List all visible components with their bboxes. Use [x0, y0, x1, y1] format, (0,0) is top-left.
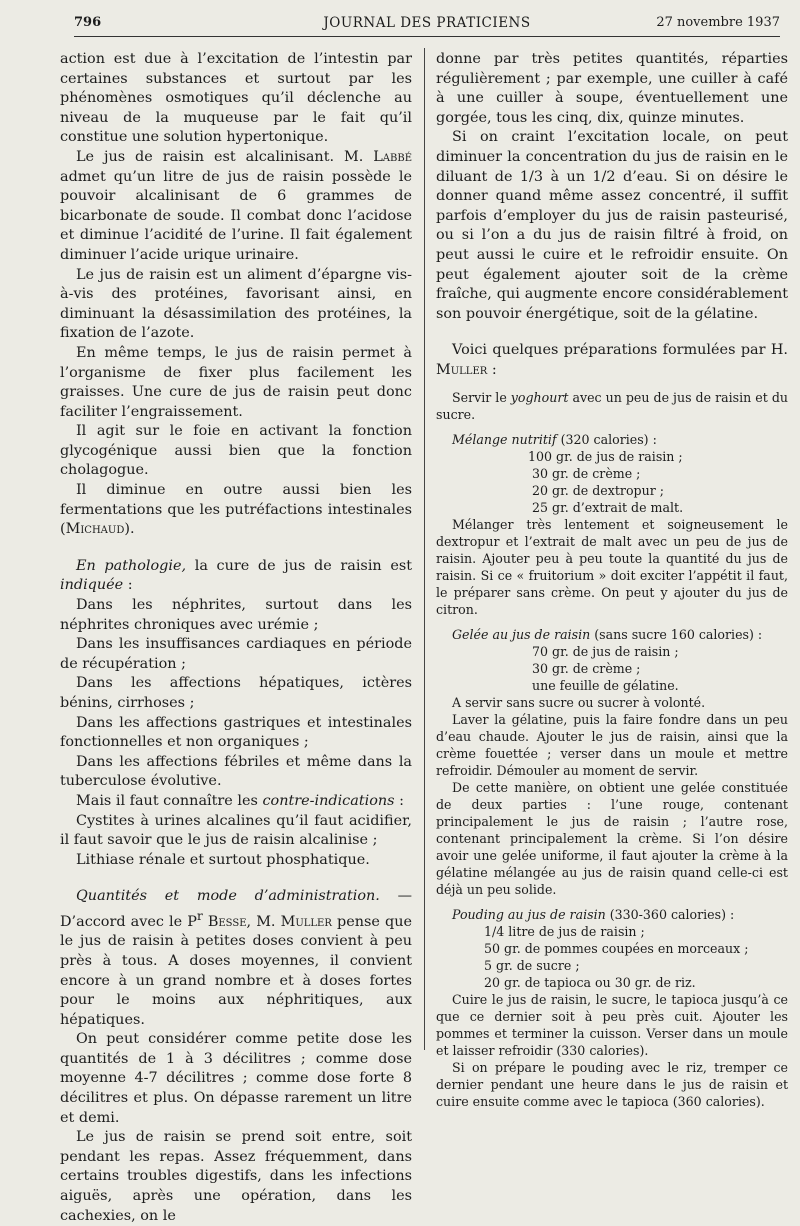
- recipe-instructions: Si on prépare le pouding avec le riz, tremper ce dernier pendant une heure dans le jus de raisin et cuire ensuite comme avec le tapioca (360 calories).: [436, 1059, 788, 1109]
- list-item: Cystites à urines alcalines qu’il faut acidifier, il faut savoir que le jus de raisin alcalinise ;: [60, 812, 412, 849]
- pathology-heading: En pathologie, la cure de jus de raisin est indiquée :: [60, 557, 413, 594]
- ingredient: 5 gr. de sucre ;: [484, 957, 580, 973]
- left-column: [60, 50, 412, 1226]
- ingredient: 100 gr. de jus de raisin ;: [528, 448, 683, 464]
- recipe-instructions: De cette manière, on obtient une gelée constituée de deux parties : l’une rouge, contenant principalement le jus de raisin ; l’autre rose, contenant principalement la crème. Si l’on désire avoir une gelée uniforme, il faut ajouter la crème à la gélatine mélangée au jus de raisin quand celle-ci est déjà un peu solide.: [436, 779, 788, 897]
- author-name: Labbé: [373, 148, 412, 165]
- right-column: [436, 50, 788, 1110]
- list-item: Lithiase rénale et surtout phosphatique.: [76, 851, 370, 868]
- paragraph: Le jus de raisin est un aliment d’épargne vis-à-vis des protéines, favorisant ainsi, en diminuant la désassimilation des protéines, la fixation de l’azote.: [60, 266, 412, 342]
- ingredient: 1/4 litre de jus de raisin ;: [484, 923, 645, 939]
- author-name: Michaud: [65, 521, 125, 538]
- recipe-instructions: A servir sans sucre ou sucrer à volonté.: [452, 694, 706, 710]
- paragraph: Le jus de raisin est alcalinisant. M. Labbé admet qu’un litre de jus de raisin possède le pouvoir alcalinisant de 6 grammes de bicarbonate de soude. Il combat donc l’acidose et diminue l’acidité de l’urine. Il fait également diminuer l’acide urique urinaire.: [60, 148, 412, 263]
- ingredient: 30 gr. de crème ;: [532, 660, 641, 676]
- preparations-intro: Voici quelques préparations formulées par H. Muller :: [436, 342, 788, 378]
- paragraph: donne par très petites quantités, réparties régulièrement ; par exemple, une cuiller à café à une cuiller à soupe, éventuellement une gorgée, tous les cinq, dix, quinze minutes.: [436, 51, 788, 126]
- page-header: [74, 12, 780, 37]
- ingredient: 70 gr. de jus de raisin ;: [532, 643, 679, 659]
- paragraph: Il agit sur le foie en activant la fonction glycogénique aussi bien que la fonction cholagogue.: [60, 423, 412, 479]
- paragraph: Si on craint l’excitation locale, on peut diminuer la concentration du jus de raisin en le diluant de 1/3 à un 1/2 d’eau. Si on désire le donner quand même assez concentré, il suffit parfois d’employer du jus de raisin pasteurisé, ou si l’on a du jus de raisin filtré à froid, on peut aussi le cuire et le refroidir ensuite. On peut également ajouter soit de la crème fraîche, qui augmente encore considérablement son pouvoir énergétique, soit de la gélatine.: [436, 129, 788, 322]
- ingredient: 25 gr. d’extrait de malt.: [532, 499, 684, 515]
- ingredient: 30 gr. de crème ;: [532, 465, 641, 481]
- list-item: Dans les affections gastriques et intestinales fonctionnelles et non organiques ;: [60, 714, 412, 751]
- recipe-title: Gelée au jus de raisin (sans sucre 160 calories) :: [452, 626, 763, 642]
- list-item: Dans les néphrites, surtout dans les néphrites chroniques avec urémie ;: [60, 597, 412, 633]
- recipe-yoghourt: Servir le yoghourt avec un peu de jus de raisin et du sucre.: [436, 389, 788, 422]
- list-item: Dans les affections fébriles et même dans la tuberculose évolutive.: [60, 753, 412, 790]
- paragraph: Le jus de raisin se prend soit entre, soit pendant les repas. Assez fréquemment, dans certains troubles digestifs, dans les infections aiguës, après une opération, dans les cachexies, on le: [60, 1129, 412, 1224]
- paragraph: Mais il faut connaître les contre-indications :: [76, 792, 404, 809]
- ingredient: 20 gr. de tapioca ou 30 gr. de riz.: [484, 974, 696, 990]
- recipe-instructions: Laver la gélatine, puis la faire fondre dans un peu d’eau chaude. Ajouter le jus de raisin, ainsi que la crème fouettée ; verser dans un moule et mettre refroidir. Démouler au moment de servir.: [436, 711, 788, 778]
- ingredient: 20 gr. de dextropur ;: [532, 482, 664, 498]
- page-number: 796: [74, 15, 102, 30]
- list-item: Dans les affections hépatiques, ictères bénins, cirrhoses ;: [60, 675, 412, 711]
- paragraph: On peut considérer comme petite dose les quantités de 1 à 3 décilitres ; comme dose moyenne 4-7 décilitres ; comme dose forte 8 décilitres et plus. On dépasse rarement un litre et demi.: [60, 1031, 412, 1126]
- ingredient: une feuille de gélatine.: [532, 677, 679, 693]
- recipe-title: Mélange nutritif (320 calories) :: [452, 431, 657, 447]
- paragraph: Il diminue en outre aussi bien les fermentations que les putréfactions intestinales (Michaud).: [60, 482, 412, 538]
- recipe-instructions: Cuire le jus de raisin, le sucre, le tapioca jusqu’à ce que ce dernier soit à peu près cuit. Ajouter les pommes et terminer la cuisson. Verser dans un moule et laisser refroidir (330 calories).: [436, 991, 788, 1058]
- issue-date: 27 novembre 1937: [656, 15, 780, 30]
- list-item: Dans les insuffisances cardiaques en période de récupération ;: [60, 636, 412, 672]
- paragraph: action est due à l’excitation de l’intestin par certaines substances et surtout par les phénomènes osmotiques qu’il déclenche au niveau de la muqueuse par le fait qu’il constitue une solution hypertonique.: [60, 51, 412, 146]
- column-divider: [424, 48, 425, 1050]
- paragraph: En même temps, le jus de raisin permet à l’organisme de fixer plus facilement les graisses. Une cure de jus de raisin peut donc faciliter l’engraissement.: [60, 344, 412, 420]
- recipe-title: Pouding au jus de raisin (330-360 calories) :: [452, 906, 735, 922]
- journal-title: JOURNAL DES PRATICIENS: [323, 15, 531, 31]
- section-heading: Quantités et mode d’administration. — D’accord avec le $P^r$ Besse, M. Muller pense que le jus de raisin à petites doses convient à peu près à tous. A doses moyennes, il convient encore à un grand nombre et à doses fortes pour le moins aux néphritiques, aux hépatiques.: [60, 888, 413, 1028]
- ingredient: 50 gr. de pommes coupées en morceaux ;: [484, 940, 749, 956]
- recipe-instructions: Mélanger très lentement et soigneusement le dextropur et l’extrait de malt avec un peu de jus de raisin. Ajouter peu à peu toute la quantité du jus de raisin. Si ce « fruitorium » doit exciter l’appétit il faut, le préparer sans crème. On peut y ajouter du jus de citron.: [436, 516, 788, 617]
